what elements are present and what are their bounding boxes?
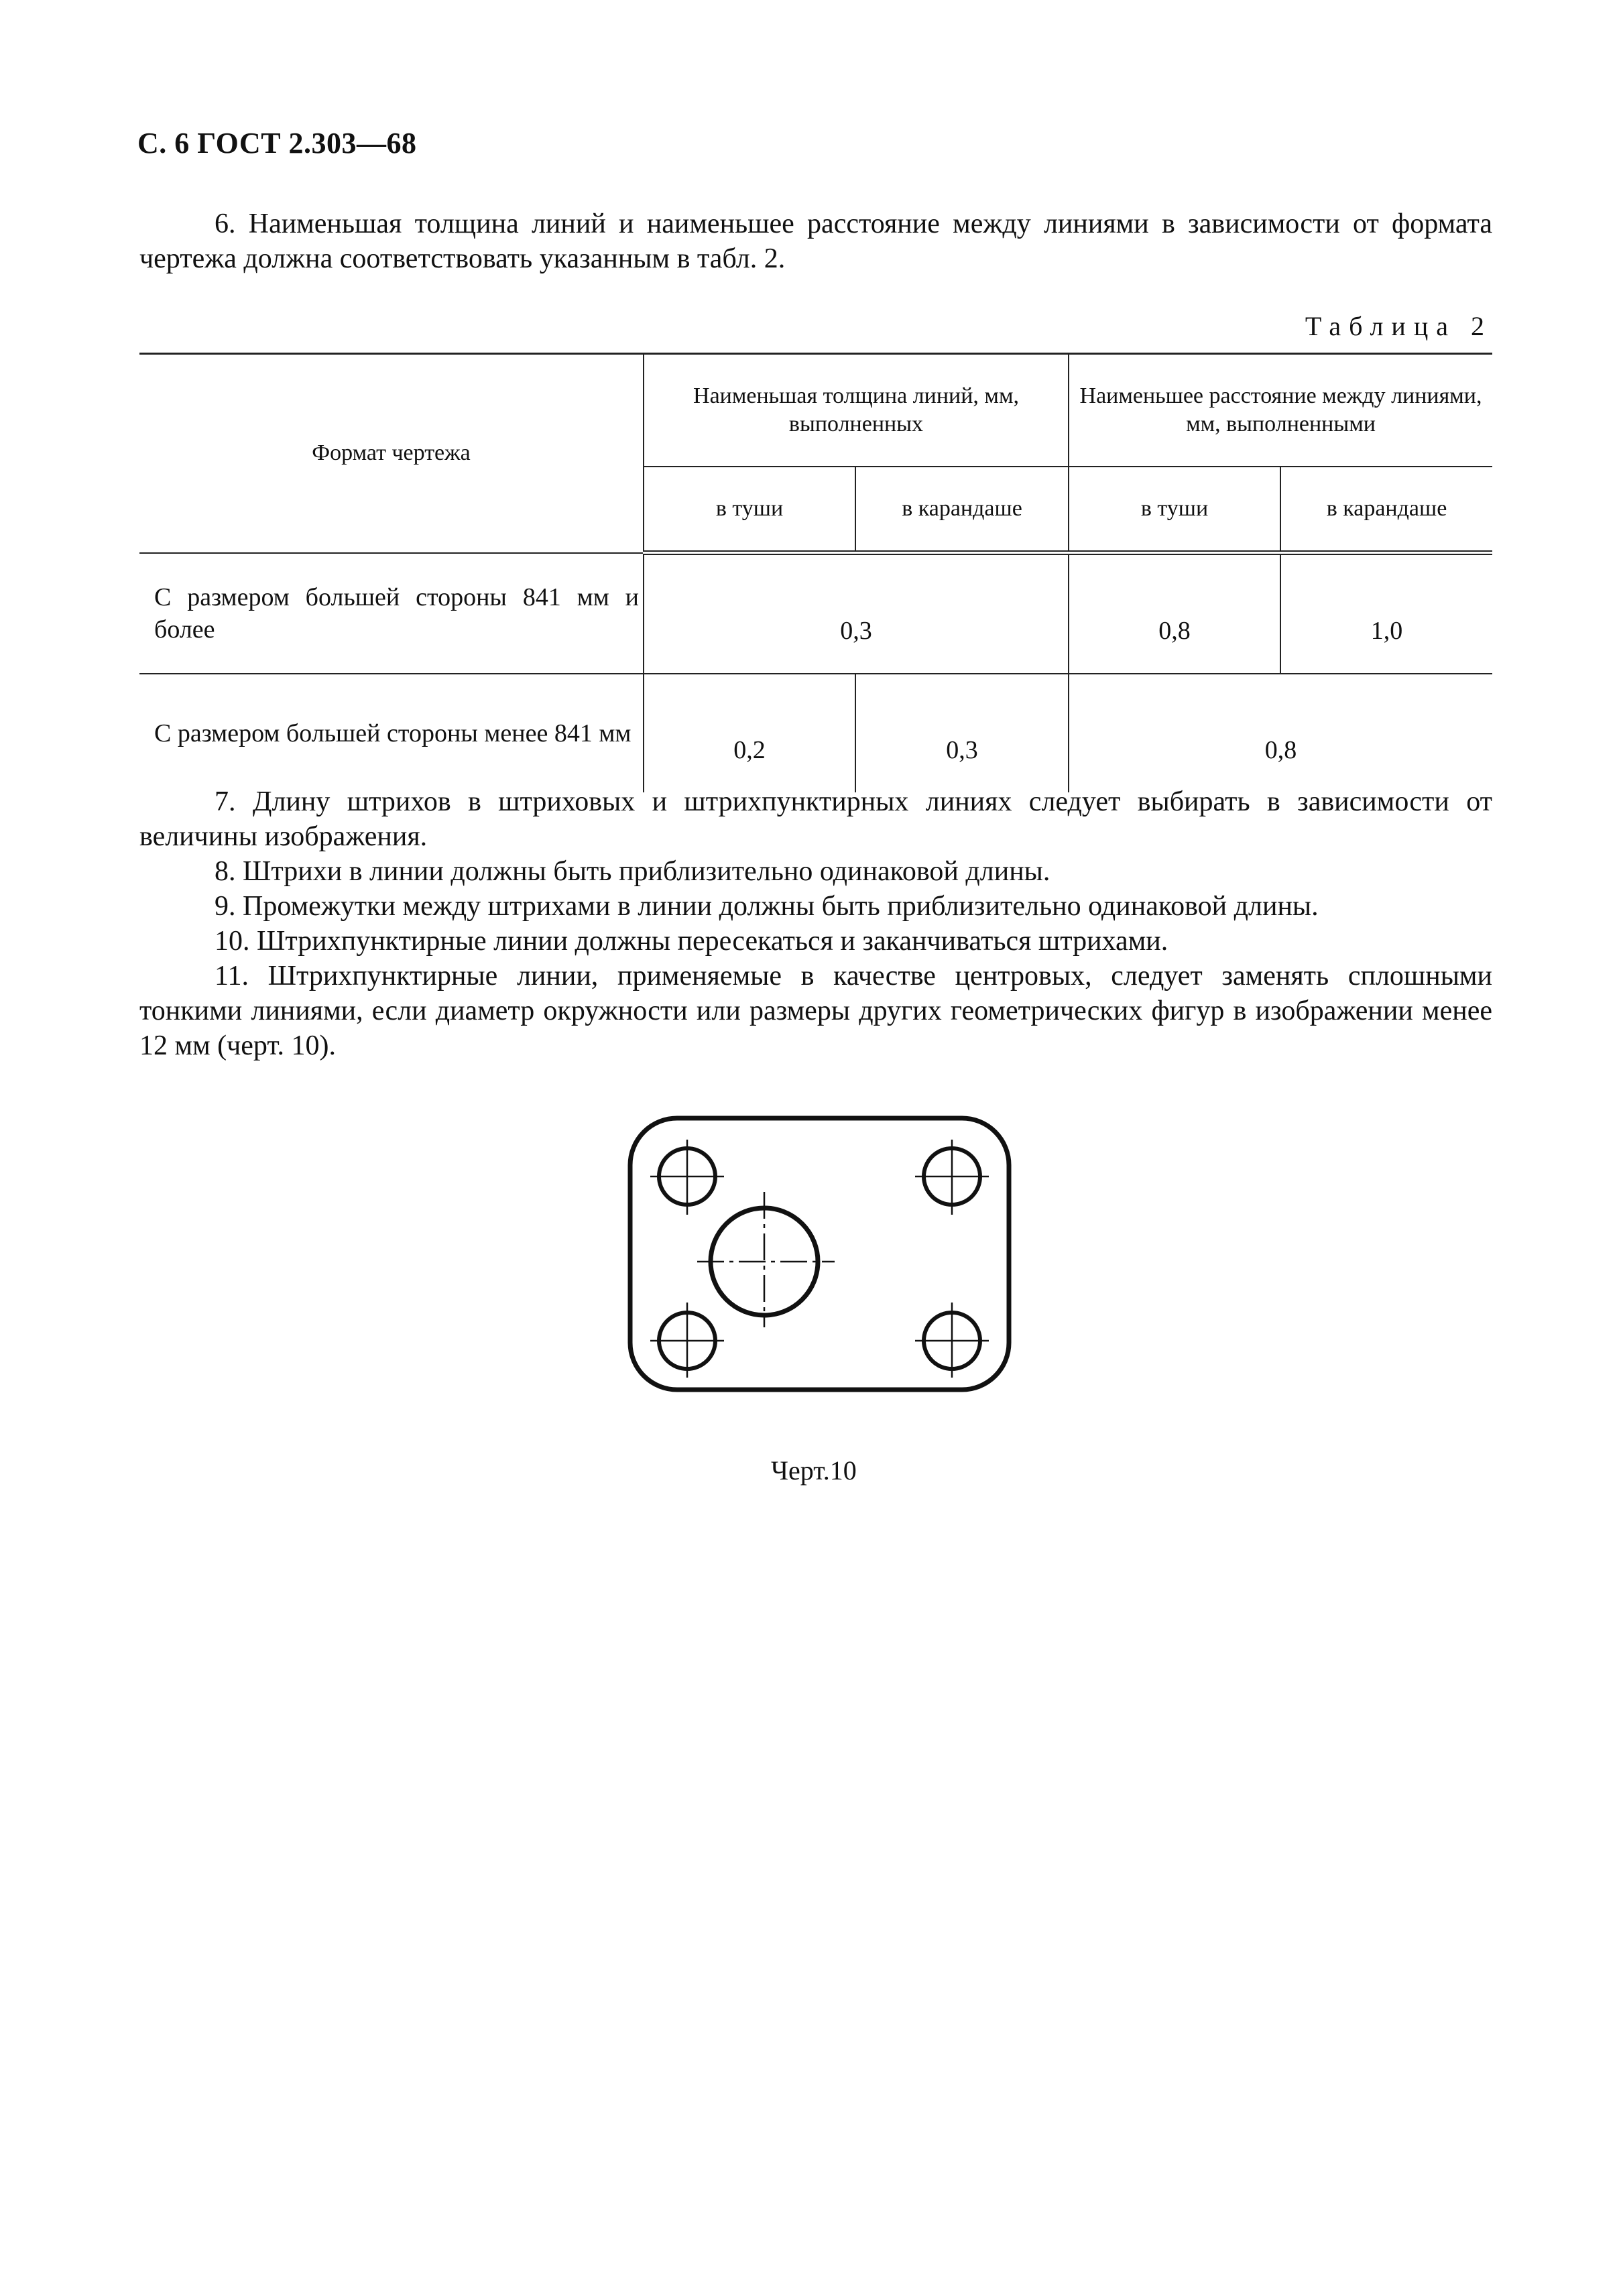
page-header: С. 6 ГОСТ 2.303—68	[137, 127, 417, 160]
paragraph-6	[139, 206, 1492, 276]
paragraph-6-text: 6. Наименьшая толщина линий и наименьшее расстояние между линиями в зависимости от формата чертежа должна соответствовать указанным в табл. 2.	[139, 208, 1492, 274]
row-label: С размером большей стороны менее 841 мм	[139, 674, 644, 792]
header-distance: Наименьшее расстояние между линиями, мм, выполненными	[1069, 354, 1492, 467]
table-header-row	[139, 354, 1492, 467]
list-item: 8. Штрихи в линии должны быть приблизительно одинаковой длины.	[215, 856, 1050, 887]
line-thickness-table	[139, 353, 1492, 792]
subheader-pencil: в карандаше	[1280, 467, 1492, 553]
cell-distance: 0,8	[1069, 674, 1492, 792]
list-item: 11. Штрихпунктирные линии, применяемые в качестве центровых, следует заменять сплошными тонкими линиями, если диаметр окружности или размеры других геометрических фигур в изображении менее 12 мм (черт. 10).	[139, 961, 1492, 1061]
row-label: С размером большей стороны 841 мм и более	[139, 553, 644, 674]
subheader-ink: в туши	[1069, 467, 1280, 553]
header-format: Формат чертежа	[139, 354, 644, 553]
list-item: 7. Длину штрихов в штриховых и штрихпунктирных линиях следует выбирать в зависимости от величины изображения.	[139, 786, 1492, 852]
cell-thickness-ink: 0,2	[644, 674, 855, 792]
table-row	[139, 674, 1492, 792]
table-row	[139, 553, 1492, 674]
center-hole-centerlines	[697, 1192, 835, 1327]
items-list	[139, 784, 1492, 1063]
header-thickness: Наименьшая толщина линий, мм, выполненных	[644, 354, 1069, 467]
list-item: 9. Промежутки между штрихами в линии должны быть приблизительно одинаковой длины.	[215, 891, 1319, 922]
drawing-chert-10	[623, 1113, 1026, 1408]
subheader-ink: в туши	[644, 467, 855, 553]
figure-caption: Черт.10	[771, 1455, 857, 1486]
cell-thickness: 0,3	[644, 553, 1069, 674]
cell-thickness-pencil: 0,3	[855, 674, 1069, 792]
table-caption: Таблица 2	[1305, 311, 1492, 341]
subheader-pencil: в карандаше	[855, 467, 1069, 553]
cell-distance-ink: 0,8	[1069, 553, 1280, 674]
cell-distance-pencil: 1,0	[1280, 553, 1492, 674]
list-item: 10. Штрихпунктирные линии должны пересекаться и заканчиваться штрихами.	[215, 926, 1168, 957]
